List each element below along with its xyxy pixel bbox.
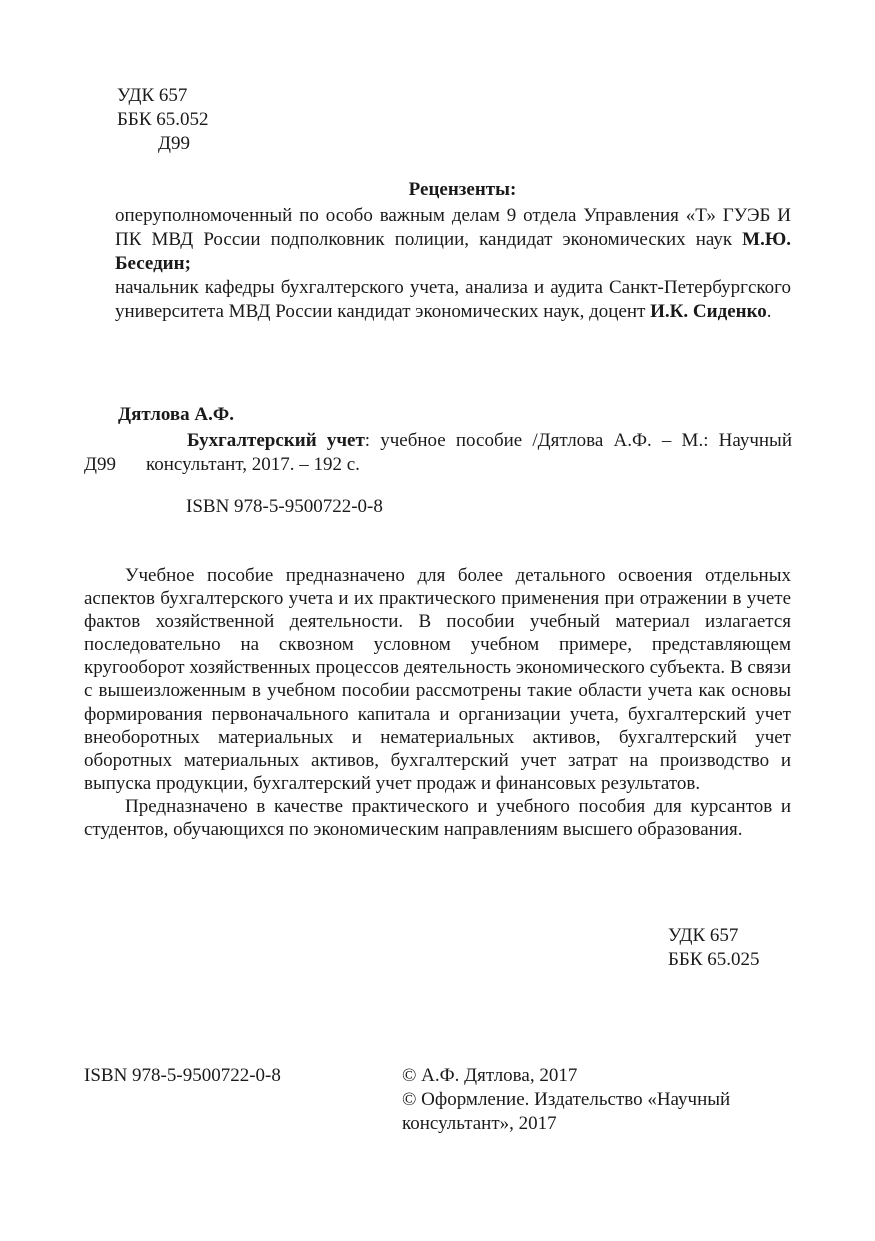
bbk-code: ББК 65.052 [117, 109, 209, 130]
annotation-paragraph-1: Учебное пособие предназначено для более детального освоения отдельных аспектов бухгалтерского учета и их практического применения при отражении в учете фактов хозяйственной деятельности. В пособии учебный материал излагается последовательно на сквозном условном учебном примере, представляющем кругооборот хозяйственных процессов деятельность экономического субъекта. В связи с вышеизложенным в учебном пособии рассмотрены такие области учета как основы формирования первоначального капитала и организации учета, бухгалтерский учет внеоборотных материальных и нематериальных активов, бухгалтерский учет оборотных материальных активов, бухгалтерский учет затрат на производство и выпуска продукции, бухгалтерский учет продаж и финансовых результатов. [84, 565, 791, 794]
copyright-block [402, 1064, 802, 1136]
reviewer-2-text: начальник кафедры бухгалтерского учета, анализа и аудита Санкт-Петербургского университета МВД России кандидат экономических наук, доцент [115, 277, 791, 322]
author-sign: Д99 [158, 133, 190, 154]
book-title: Бухгалтерский учет [187, 430, 365, 451]
udk-code-bottom: УДК 657 [668, 925, 739, 946]
book-description: : учебное пособие /Дятлова А.Ф. – М.: Научный консультант, 2017. – 192 с. [146, 430, 792, 475]
reviewer-1-text: оперуполномоченный по особо важным делам 9 отдела Управления «Т» ГУЭБ И ПК МВД России подполковник полиции, кандидат экономических наук [115, 205, 791, 250]
copyright-author: © А.Ф. Дятлова, 2017 [402, 1065, 578, 1086]
reviewer-1-name: М.Ю. Беседин; [115, 229, 791, 274]
bib-description [146, 429, 792, 477]
bottom-classification-codes [668, 924, 760, 972]
top-classification-codes [117, 84, 209, 156]
reviewers-title: Рецензенты: [408, 179, 517, 200]
bib-isbn: ISBN 978-5-9500722-0-8 [186, 496, 383, 517]
reviewers-list [115, 204, 791, 324]
bbk-code-bottom: ББК 65.025 [668, 949, 760, 970]
bib-author: Дятлова А.Ф. [118, 404, 234, 425]
reviewer-2-end: . [766, 301, 772, 322]
reviewer-2-name: И.К. Сиденко [650, 301, 767, 322]
bibliographic-record [146, 429, 792, 477]
reviewer-1 [115, 204, 791, 276]
reviewer-2 [115, 276, 791, 324]
udk-code: УДК 657 [117, 85, 188, 106]
annotation-paragraph-2: Предназначено в качестве практического и учебного пособия для курсантов и студентов, обучающихся по экономическим направлениям высшего образования. [84, 795, 791, 841]
footer-isbn: ISBN 978-5-9500722-0-8 [84, 1065, 281, 1086]
copyright-design: © Оформление. Издательство «Научный консультант», 2017 [402, 1089, 731, 1134]
bib-author-code: Д99 [84, 454, 116, 475]
annotation [84, 564, 791, 841]
